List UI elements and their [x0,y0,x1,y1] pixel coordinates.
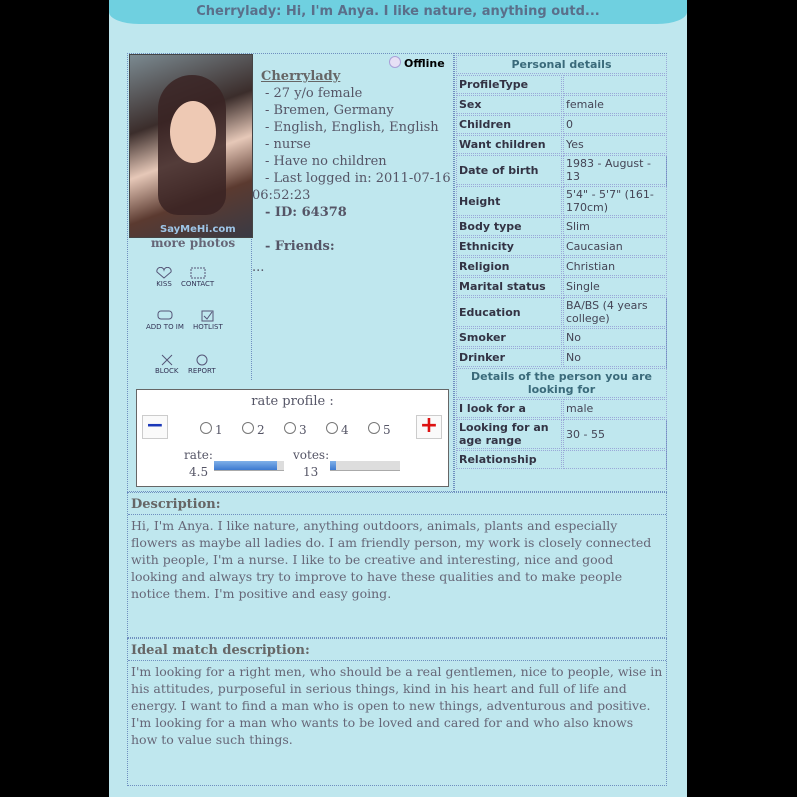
description-section [127,492,667,638]
detail-key: Looking for an age range [456,419,562,449]
kiss-label: KISS [156,280,172,288]
votes-label: votes: [293,448,330,462]
rate-down-button[interactable]: − [142,415,168,439]
detail-row [456,257,667,276]
detail-key: ProfileType [456,75,562,94]
details-panel [454,53,667,492]
rate-bar [214,461,284,471]
photo-face [170,101,216,163]
detail-key: Ethnicity [456,237,562,256]
votes-value: 13 [303,465,319,479]
description-text: Hi, I'm Anya. I like nature, anything outdoors, animals, plants and especially flowers as maybe all ladies do. I am friendly person, my work is closely connected with people, I'm a nurse. I like to be creative and interesting, nice and good looking and always try to improve to have these qualities and to make people notice them. I'm positive and easy going. [131,518,652,601]
detail-key: Religion [456,257,562,276]
block-label: BLOCK [155,367,179,375]
friends-more[interactable]: ... [252,260,265,275]
rate-option-label: 1 [215,423,223,437]
title-bar [109,0,687,24]
radio-icon [368,422,380,434]
detail-row [456,297,667,327]
detail-value [563,450,667,469]
more-photos-link[interactable]: more photos [150,236,236,250]
radio-icon [326,422,338,434]
heart-icon [155,267,173,279]
last-login-line: - Last logged in: 2011-07-16 [265,171,451,186]
contact-label: CONTACT [181,280,215,288]
rating-widget [136,389,449,487]
children-line: - Have no children [265,154,387,169]
rate-up-button[interactable]: + [416,415,442,439]
report-button[interactable] [188,354,216,375]
detail-row [456,277,667,296]
add-to-im-label: ADD TO IM [146,323,184,331]
username-link[interactable]: Cherrylady [261,69,341,84]
detail-value: female [563,95,667,114]
kiss-button[interactable] [155,267,173,288]
detail-value: male [563,399,667,418]
detail-key: Body type [456,217,562,236]
rate-option-label: 5 [383,423,391,437]
report-icon [193,354,211,366]
status-label: Offline [404,57,445,70]
personal-details-header: Personal details [456,55,667,74]
block-icon [158,354,176,366]
ideal-match-text: I'm looking for a right men, who should be a real gentlemen, nice to people, wise in his attitudes, purposeful in serious things, kind in his heart and full of life and energy. I want to find a man who is open to new things, adventurous and positive. I'm looking for a man who wants to be loved and cared for and who also knows how to value such things. [131,664,663,747]
detail-row [456,237,667,256]
detail-value: BA/BS (4 years college) [563,297,667,327]
detail-value [563,75,667,94]
rate-option-label: 4 [341,423,349,437]
rate-option-5[interactable] [368,422,391,437]
detail-key: Marital status [456,277,562,296]
rate-option-3[interactable] [284,422,307,437]
languages-line: - English, English, English [265,120,439,135]
page-title: Cherrylady: Hi, I'm Anya. I like nature, anything outd... [196,4,600,19]
detail-row [456,95,667,114]
detail-row [456,217,667,236]
detail-value: Yes [563,135,667,154]
rate-value: 4.5 [189,465,209,479]
rating-title: rate profile : [251,394,334,409]
detail-value: Single [563,277,667,296]
detail-key: Height [456,186,562,216]
detail-row [456,450,667,469]
detail-key: Sex [456,95,562,114]
contact-button[interactable] [181,267,214,288]
age-line: - 27 y/o female [265,86,363,101]
ideal-match-title: Ideal match description: [128,639,666,661]
last-login-time: 06:52:23 [252,188,311,203]
detail-value: Christian [563,257,667,276]
detail-key: Education [456,297,562,327]
detail-key: Drinker [456,348,562,367]
detail-row [456,155,667,185]
detail-key: Relationship [456,450,562,469]
detail-row [456,328,667,347]
friends-label: - Friends: [265,239,335,254]
detail-value: Slim [563,217,667,236]
detail-value: No [563,328,667,347]
envelope-icon [189,267,207,279]
personal-details-table [455,54,668,470]
profile-id: - ID: 64378 [265,205,347,220]
detail-row [456,75,667,94]
rate-option-1[interactable] [200,422,223,437]
detail-value: Caucasian [563,237,667,256]
detail-key: Date of birth [456,155,562,185]
radio-icon [242,422,254,434]
rate-option-4[interactable] [326,422,349,437]
looking-for-header: Details of the person you are looking for [456,368,667,398]
ideal-match-section [127,638,667,786]
detail-row [456,399,667,418]
detail-row [456,135,667,154]
rate-label: rate: [184,448,213,462]
detail-row [456,348,667,367]
detail-row [456,419,667,449]
rate-option-2[interactable] [242,422,265,437]
detail-key: I look for a [456,399,562,418]
detail-key: Want children [456,135,562,154]
photo-watermark: SayMeHi.com [160,224,236,235]
rate-bar-fill [214,461,277,470]
detail-row [456,186,667,216]
votes-bar-fill [330,461,336,470]
radio-icon [284,422,296,434]
rate-option-label: 2 [257,423,265,437]
profile-info [252,68,452,276]
description-title: Description: [128,493,666,515]
location-line: - Bremen, Germany [265,103,394,118]
detail-value: 0 [563,115,667,134]
votes-bar [330,461,400,471]
detail-key: Smoker [456,328,562,347]
detail-key: Children [456,115,562,134]
detail-value: No [563,348,667,367]
detail-row [456,115,667,134]
detail-value: 5'4" - 5'7" (161-170cm) [563,186,667,216]
add-to-im-button[interactable] [146,310,184,331]
detail-value: 30 - 55 [563,419,667,449]
chat-icon [156,310,174,322]
hotlist-label: HOTLIST [193,323,223,331]
detail-value: 1983 - August - 13 [563,155,667,185]
block-button[interactable] [155,354,178,375]
checkbox-icon [199,310,217,322]
profile-photo[interactable] [129,54,253,238]
profile-page [109,0,687,797]
rate-option-label: 3 [299,423,307,437]
radio-icon [200,422,212,434]
report-label: REPORT [188,367,216,375]
hotlist-button[interactable] [193,310,223,331]
job-line: - nurse [265,137,311,152]
status-dot-icon [389,56,401,68]
